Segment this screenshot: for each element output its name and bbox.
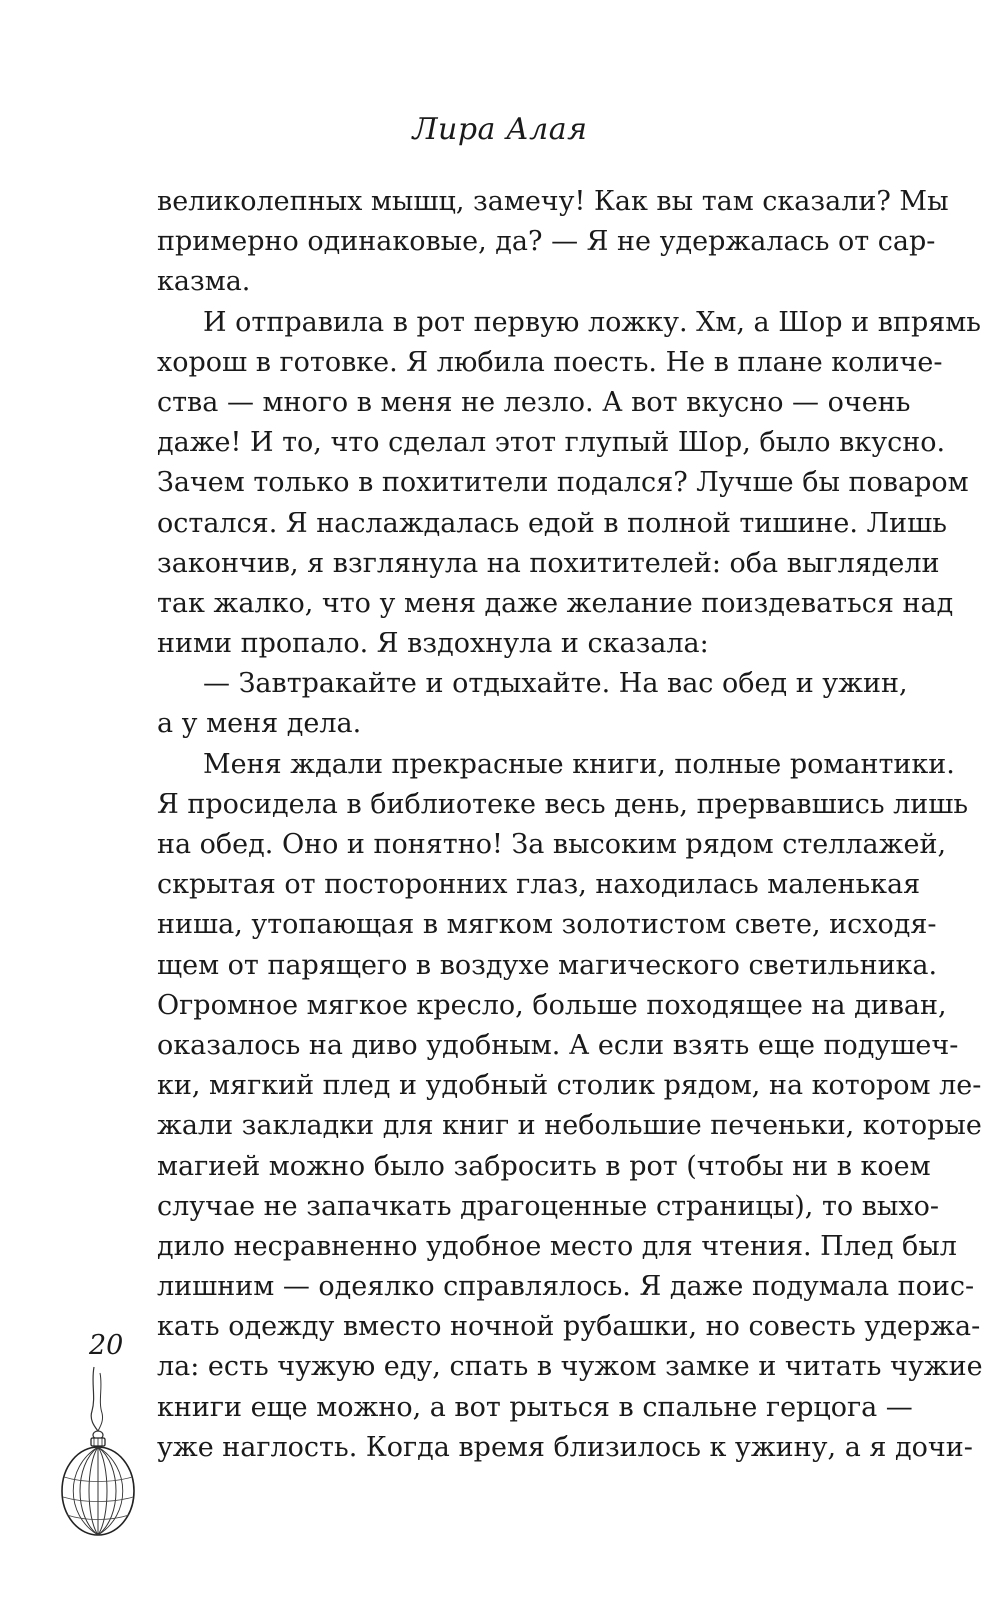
text-line: ки, мягкий плед и удобный столик рядом, на котором ле- [157,1070,982,1102]
text-line: И отправила в рот первую ложку. Хм, а Шор и впрямь [203,306,981,338]
text-line: хорош в готовке. Я любила поесть. Не в плане количе- [157,346,943,378]
text-line: ними пропало. Я вздохнула и сказала: [157,628,709,660]
text-line: книги еще можно, а вот рыться в спальне герцога — [157,1391,913,1423]
text-line: случае не запачкать драгоценные страницы), то выхо- [157,1190,940,1222]
text-line: даже! И то, что сделал этот глупый Шор, было вкусно. [157,427,946,459]
text-line: остался. Я наслаждалась едой в полной тишине. Лишь [157,507,947,539]
text-line: на обед. Оно и понятно! За высоким рядом стеллажей, [157,829,947,860]
text-line: кать одежду вместо ночной рубашки, но совесть удержа- [157,1311,981,1343]
text-line: так жалко, что у меня даже желание поиздеваться над [157,587,954,619]
text-line: ниша, утопающая в мягком золотистом свете, исходя- [157,909,937,941]
text-line: ла: есть чужую еду, спать в чужом замке и читать чужие [157,1351,983,1383]
text-line: Меня ждали прекрасные книги, полные романтики. [203,748,955,780]
text-line: — Завтракайте и отдыхайте. На вас обед и ужин, [203,668,908,700]
text-line: великолепных мышц, замечу! Как вы там сказали? Мы [157,186,949,217]
text-line: скрытая от посторонних глаз, находилась маленькая [157,869,921,901]
text-line: ства — много в меня не лезло. А вот вкусно — очень [157,386,911,418]
text-line: Огромное мягкое кресло, больше походящее на диван, [157,989,947,1021]
text-line: оказалось на диво удобным. А если взять еще подушеч- [157,1029,959,1061]
text-line: магией можно было забросить в рот (чтобы ни в коем [157,1150,931,1182]
text-line: казма. [157,266,251,298]
text-line: щем от парящего в воздухе магического светильника. [157,949,938,981]
text-line: закончив, я взглянула на похитителей: оба выглядели [157,547,940,579]
text-line: дило несравненно удобное место для чтения. Плед был [157,1230,957,1262]
page-number: 20 [89,1330,124,1361]
text-line: примерно одинаковые, да? — Я не удержалась от сар- [157,226,936,258]
running-head: Лира Алая [412,112,588,147]
text-line: уже наглость. Когда время близилось к ужину, а я дочи- [157,1431,973,1463]
text-line: а у меня дела. [157,708,362,740]
text-line: Я просидела в библиотеке весь день, прервавшись лишь [157,788,969,820]
body-text [157,182,983,1468]
text-line: Зачем только в похитители подался? Лучше бы поваром [157,467,969,499]
text-line: лишним — одеялко справлялось. Я даже подумала поис- [157,1271,975,1303]
christmas-ornament-icon [58,1365,138,1540]
text-line: жали закладки для книг и небольшие печеньки, которые [157,1110,982,1142]
